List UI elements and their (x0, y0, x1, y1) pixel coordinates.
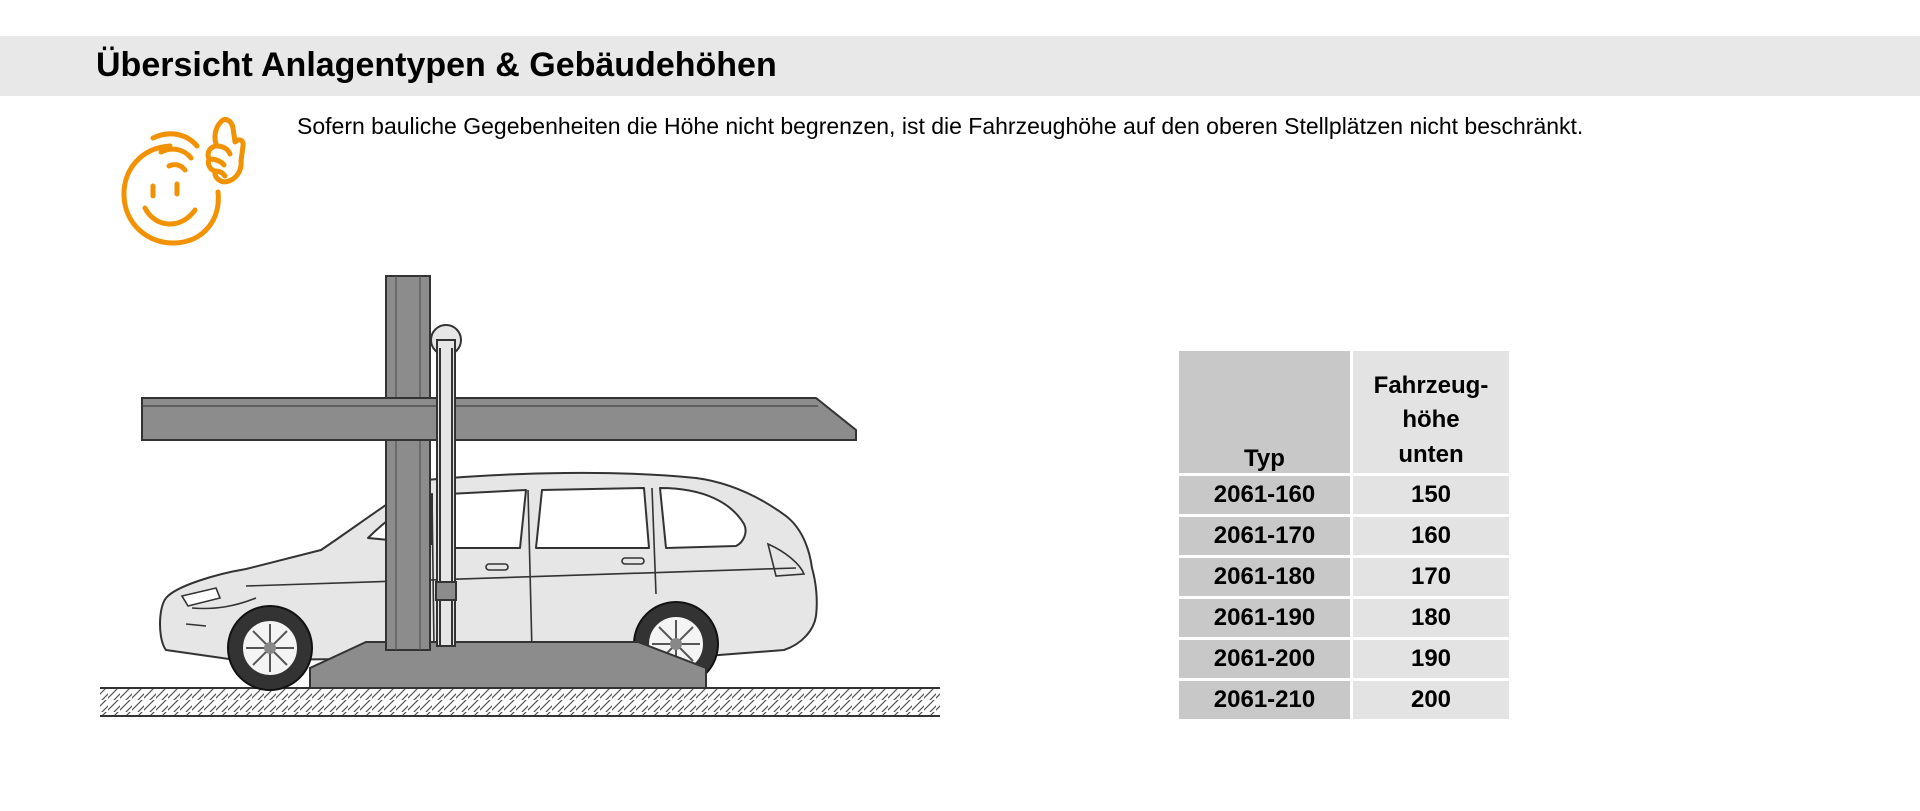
cell-typ: 2061-210 (1179, 681, 1350, 719)
upper-platform (142, 398, 856, 440)
smiley-pointing-icon (115, 116, 255, 252)
header-line: höhe (1402, 406, 1460, 434)
info-note: Sofern bauliche Gegebenheiten die Höhe nicht begrenzen, ist die Fahrzeughöhe auf den oberen Stellplätzen nicht beschränkt. (297, 113, 1584, 139)
title-bar (0, 36, 1920, 96)
lift-column (386, 276, 430, 650)
table-row (1179, 517, 1509, 555)
table-row (1179, 558, 1509, 596)
table-row (1179, 681, 1509, 719)
header-line: unten (1398, 441, 1464, 469)
cell-typ: 2061-160 (1179, 476, 1350, 514)
table-header-row (1179, 351, 1509, 473)
cell-height: 170 (1353, 558, 1509, 596)
cell-typ: 2061-200 (1179, 640, 1350, 678)
table-row (1179, 476, 1509, 514)
header-line: Fahrzeug- (1373, 371, 1489, 399)
cell-typ: 2061-180 (1179, 558, 1350, 596)
cell-typ: 2061-170 (1179, 517, 1350, 555)
column-header-vehicle-height (1353, 351, 1509, 473)
cell-height: 200 (1353, 681, 1509, 719)
cell-height: 150 (1353, 476, 1509, 514)
cell-height: 180 (1353, 599, 1509, 637)
cell-height: 160 (1353, 517, 1509, 555)
column-header-typ: Typ (1179, 351, 1350, 473)
cell-typ: 2061-190 (1179, 599, 1350, 637)
height-table (1176, 348, 1512, 722)
table-row (1179, 640, 1509, 678)
cell-height: 190 (1353, 640, 1509, 678)
table-row (1179, 599, 1509, 637)
parking-lift-with-car-illustration (96, 268, 946, 738)
page-title: Übersicht Anlagentypen & Gebäudehöhen (96, 46, 777, 84)
front-wheel (228, 606, 312, 690)
lift-base (310, 642, 706, 688)
